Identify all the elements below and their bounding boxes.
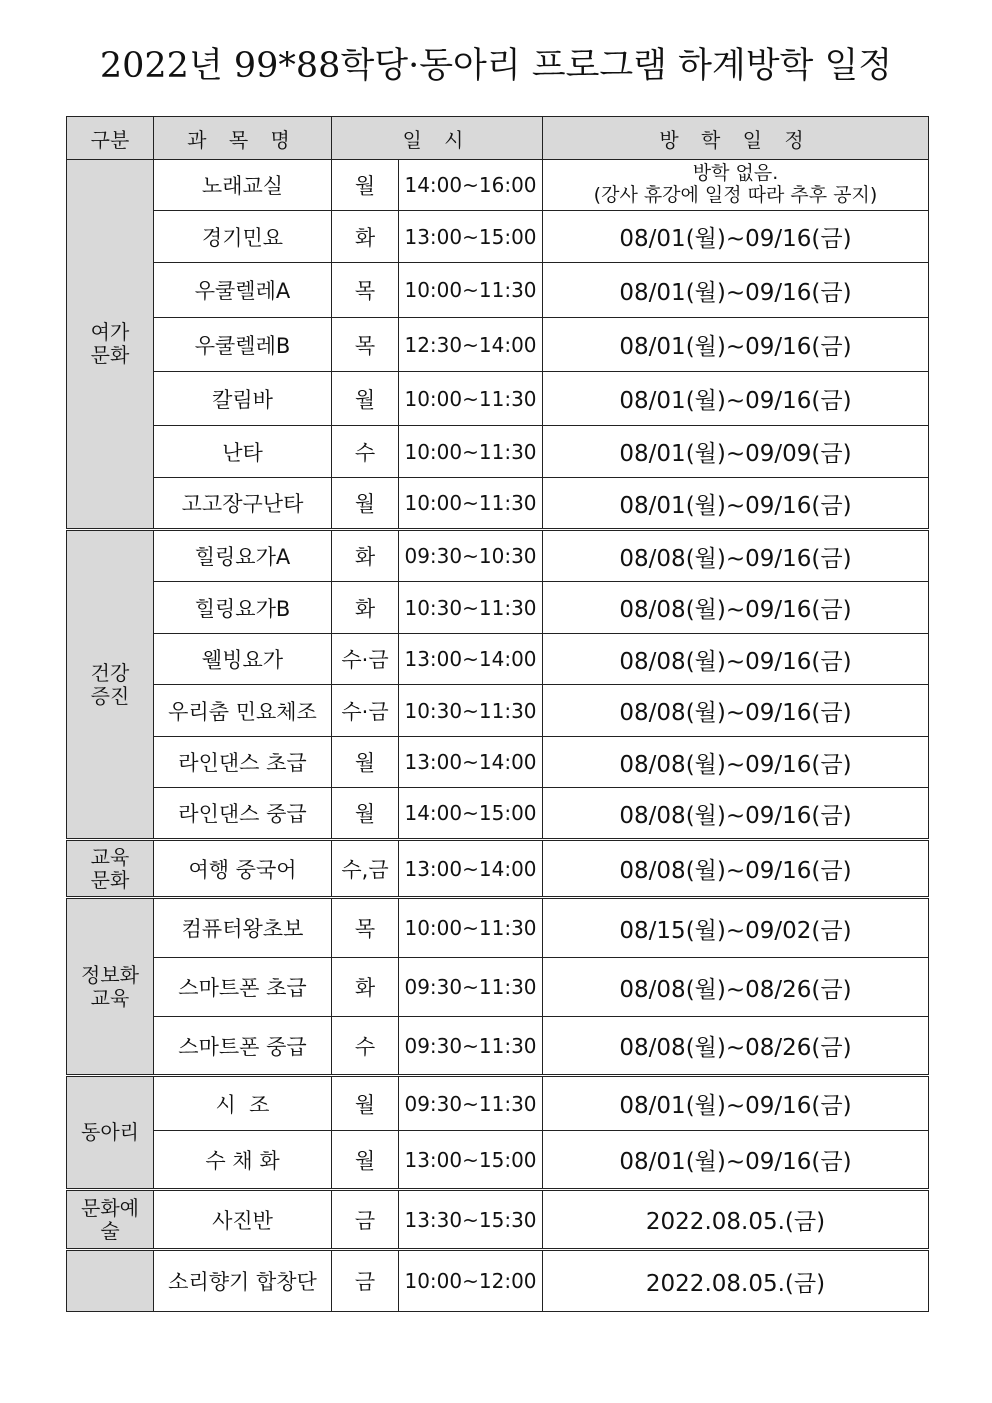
course-cell: 스마트폰 중급 xyxy=(154,1017,332,1076)
schedule-cell: 08/01(월)~09/16(금) xyxy=(543,372,929,426)
schedule-cell: 08/08(월)~09/16(금) xyxy=(543,788,929,840)
header-course: 과 목 명 xyxy=(154,117,332,160)
header-row xyxy=(67,117,929,160)
course-cell: 라인댄스 중급 xyxy=(154,788,332,840)
course-cell: 고고장구난타 xyxy=(154,478,332,530)
day-cell: 월 xyxy=(332,478,399,530)
table-row xyxy=(67,634,929,685)
time-cell: 13:00~15:00 xyxy=(399,1131,543,1190)
schedule-cell: 08/01(월)~09/16(금) xyxy=(543,318,929,372)
day-cell: 목 xyxy=(332,898,399,958)
category-cell: 건강 증진 xyxy=(67,530,154,840)
table-row xyxy=(67,1131,929,1190)
day-cell: 금 xyxy=(332,1190,399,1250)
time-cell: 13:00~14:00 xyxy=(399,737,543,788)
schedule-cell: 2022.08.05.(금) xyxy=(543,1190,929,1250)
day-cell: 화 xyxy=(332,958,399,1017)
table-row xyxy=(67,1017,929,1076)
day-cell: 화 xyxy=(332,530,399,582)
schedule-cell: 08/08(월)~09/16(금) xyxy=(543,530,929,582)
day-cell: 목 xyxy=(332,263,399,318)
header-datetime: 일 시 xyxy=(332,117,543,160)
day-cell: 월 xyxy=(332,737,399,788)
time-cell: 13:30~15:30 xyxy=(399,1190,543,1250)
schedule-cell: 방학 없음. (강사 휴강에 일정 따라 추후 공지) xyxy=(543,160,929,211)
time-cell: 12:30~14:00 xyxy=(399,318,543,372)
header-schedule: 방 학 일 정 xyxy=(543,117,929,160)
table-row xyxy=(67,1250,929,1312)
schedule-cell: 08/15(월)~09/02(금) xyxy=(543,898,929,958)
day-cell: 목 xyxy=(332,318,399,372)
course-cell: 스마트폰 초급 xyxy=(154,958,332,1017)
schedule-table xyxy=(66,116,929,1312)
table-row xyxy=(67,478,929,530)
day-cell: 월 xyxy=(332,1076,399,1131)
table-row xyxy=(67,840,929,898)
day-cell: 수·금 xyxy=(332,685,399,737)
table-row xyxy=(67,211,929,263)
course-cell: 힐링요가B xyxy=(154,582,332,634)
course-cell: 우쿨렐레A xyxy=(154,263,332,318)
course-cell: 사진반 xyxy=(154,1190,332,1250)
category-cell: 정보화 교육 xyxy=(67,898,154,1076)
schedule-cell: 08/01(월)~09/16(금) xyxy=(543,1131,929,1190)
schedule-cell: 08/01(월)~09/09(금) xyxy=(543,426,929,478)
schedule-cell: 08/01(월)~09/16(금) xyxy=(543,263,929,318)
course-cell: 시 조 xyxy=(154,1076,332,1131)
table-row xyxy=(67,530,929,582)
schedule-cell: 08/01(월)~09/16(금) xyxy=(543,478,929,530)
header-category: 구분 xyxy=(67,117,154,160)
table-row xyxy=(67,263,929,318)
schedule-cell: 08/08(월)~09/16(금) xyxy=(543,737,929,788)
day-cell: 월 xyxy=(332,1131,399,1190)
time-cell: 10:00~11:30 xyxy=(399,898,543,958)
category-cell: 교육 문화 xyxy=(67,840,154,898)
table-row xyxy=(67,1190,929,1250)
schedule-cell: 08/08(월)~09/16(금) xyxy=(543,840,929,898)
time-cell: 13:00~14:00 xyxy=(399,840,543,898)
table-row xyxy=(67,958,929,1017)
course-cell: 컴퓨터왕초보 xyxy=(154,898,332,958)
schedule-cell: 2022.08.05.(금) xyxy=(543,1250,929,1312)
day-cell: 월 xyxy=(332,160,399,211)
course-cell: 경기민요 xyxy=(154,211,332,263)
day-cell: 수·금 xyxy=(332,634,399,685)
course-cell: 우쿨렐레B xyxy=(154,318,332,372)
course-cell: 우리춤 민요체조 xyxy=(154,685,332,737)
course-cell: 힐링요가A xyxy=(154,530,332,582)
schedule-cell: 08/08(월)~09/16(금) xyxy=(543,582,929,634)
table-row xyxy=(67,737,929,788)
category-cell xyxy=(67,1250,154,1312)
schedule-cell: 08/01(월)~09/16(금) xyxy=(543,211,929,263)
category-cell: 문화예 술 xyxy=(67,1190,154,1250)
category-cell: 동아리 xyxy=(67,1076,154,1190)
schedule-cell: 08/08(월)~09/16(금) xyxy=(543,685,929,737)
table-row xyxy=(67,372,929,426)
table-row xyxy=(67,160,929,211)
time-cell: 09:30~11:30 xyxy=(399,1017,543,1076)
course-cell: 칼림바 xyxy=(154,372,332,426)
time-cell: 09:30~11:30 xyxy=(399,1076,543,1131)
table-row xyxy=(67,788,929,840)
day-cell: 수 xyxy=(332,1017,399,1076)
course-cell: 수 채 화 xyxy=(154,1131,332,1190)
day-cell: 수 xyxy=(332,426,399,478)
table-row xyxy=(67,318,929,372)
schedule-cell: 08/08(월)~09/16(금) xyxy=(543,634,929,685)
time-cell: 10:00~11:30 xyxy=(399,478,543,530)
schedule-cell: 08/08(월)~08/26(금) xyxy=(543,958,929,1017)
course-cell: 난타 xyxy=(154,426,332,478)
time-cell: 10:00~11:30 xyxy=(399,263,543,318)
time-cell: 14:00~15:00 xyxy=(399,788,543,840)
table-row xyxy=(67,426,929,478)
course-cell: 여행 중국어 xyxy=(154,840,332,898)
page-title: 2022년 99*88학당·동아리 프로그램 하계방학 일정 xyxy=(99,46,893,86)
table-row xyxy=(67,898,929,958)
course-cell: 노래교실 xyxy=(154,160,332,211)
table-row xyxy=(67,582,929,634)
course-cell: 라인댄스 초급 xyxy=(154,737,332,788)
time-cell: 10:00~12:00 xyxy=(399,1250,543,1312)
day-cell: 화 xyxy=(332,211,399,263)
schedule-cell: 08/01(월)~09/16(금) xyxy=(543,1076,929,1131)
time-cell: 13:00~14:00 xyxy=(399,634,543,685)
time-cell: 13:00~15:00 xyxy=(399,211,543,263)
time-cell: 10:30~11:30 xyxy=(399,685,543,737)
day-cell: 월 xyxy=(332,788,399,840)
table-row xyxy=(67,1076,929,1131)
category-cell: 여가 문화 xyxy=(67,160,154,530)
day-cell: 금 xyxy=(332,1250,399,1312)
time-cell: 09:30~11:30 xyxy=(399,958,543,1017)
course-cell: 소리향기 합창단 xyxy=(154,1250,332,1312)
time-cell: 14:00~16:00 xyxy=(399,160,543,211)
day-cell: 월 xyxy=(332,372,399,426)
schedule-cell: 08/08(월)~08/26(금) xyxy=(543,1017,929,1076)
schedule-body xyxy=(67,160,929,1312)
course-cell: 웰빙요가 xyxy=(154,634,332,685)
day-cell: 수,금 xyxy=(332,840,399,898)
day-cell: 화 xyxy=(332,582,399,634)
time-cell: 10:30~11:30 xyxy=(399,582,543,634)
time-cell: 10:00~11:30 xyxy=(399,372,543,426)
time-cell: 09:30~10:30 xyxy=(399,530,543,582)
table-row xyxy=(67,685,929,737)
time-cell: 10:00~11:30 xyxy=(399,426,543,478)
